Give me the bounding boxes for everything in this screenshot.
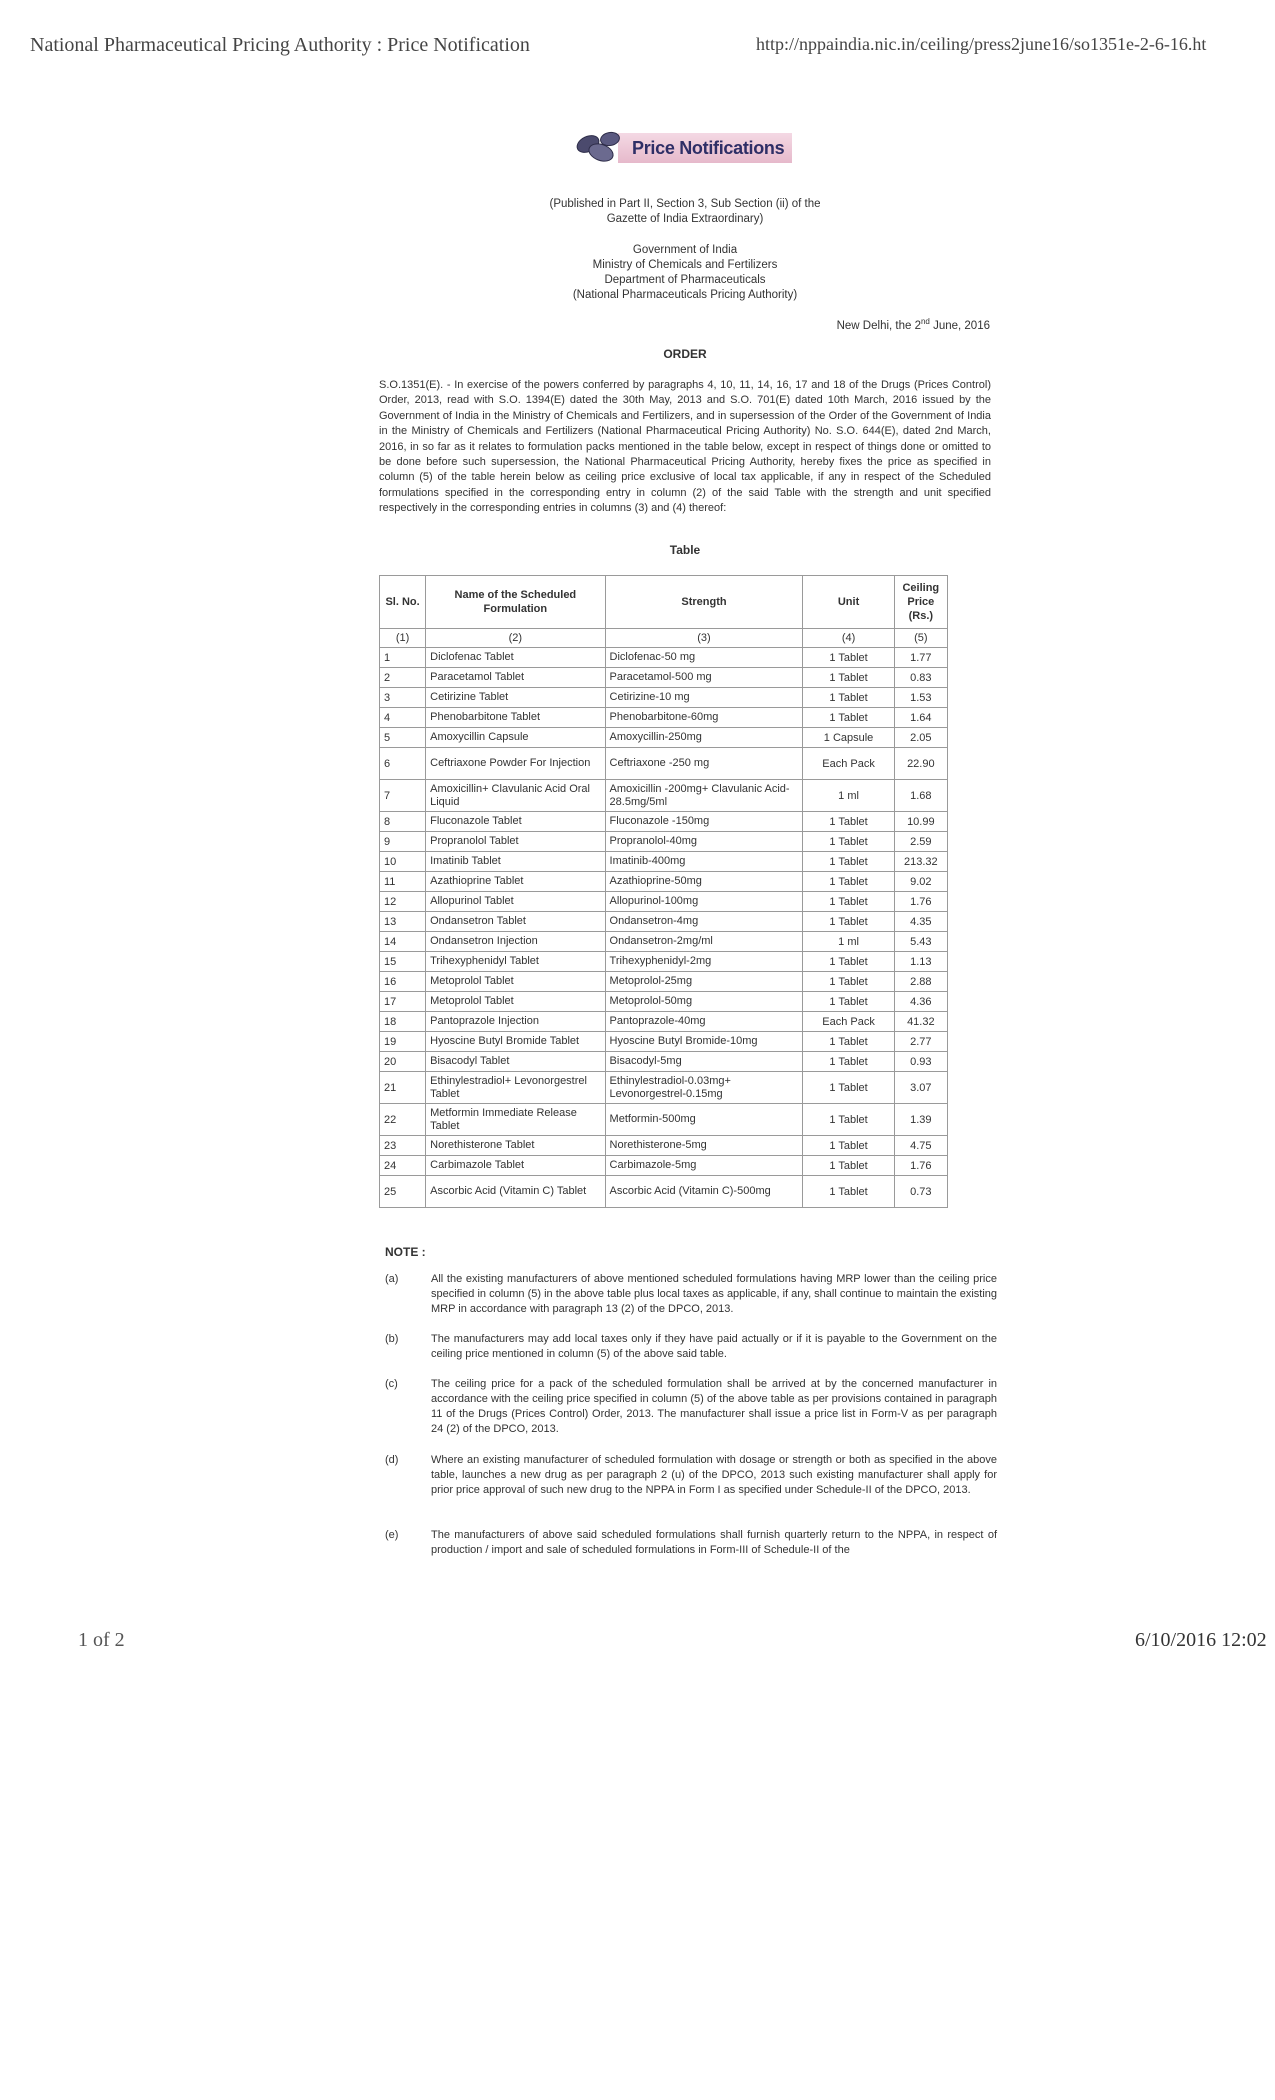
- cell-formulation-name: Amoxycillin Capsule: [426, 728, 605, 748]
- cell-unit: 1 Tablet: [803, 668, 894, 688]
- cell-strength: Metformin-500mg: [605, 1104, 803, 1136]
- cell-strength: Paracetamol-500 mg: [605, 668, 803, 688]
- cell-strength: Ceftriaxone -250 mg: [605, 748, 803, 780]
- cell-unit: 1 Tablet: [803, 992, 894, 1012]
- cell-strength: Amoxicillin -200mg+ Clavulanic Acid-28.5mg/5ml: [605, 780, 803, 812]
- publication-line-1: (Published in Part II, Section 3, Sub Section (ii) of the: [549, 198, 821, 210]
- cell-sl-no: 2: [380, 668, 426, 688]
- cell-sl-no: 19: [380, 1032, 426, 1052]
- cell-sl-no: 18: [380, 1012, 426, 1032]
- table-row: [380, 1156, 948, 1176]
- column-number: (5): [894, 629, 947, 648]
- cell-formulation-name: Azathioprine Tablet: [426, 872, 605, 892]
- note-title: NOTE :: [385, 1245, 426, 1259]
- cell-sl-no: 24: [380, 1156, 426, 1176]
- header-ceiling-price: Ceiling Price (Rs.): [894, 576, 947, 629]
- note-label: (b): [385, 1333, 399, 1345]
- table-row: [380, 1072, 948, 1104]
- table-row: [380, 728, 948, 748]
- cell-formulation-name: Ascorbic Acid (Vitamin C) Tablet: [426, 1176, 605, 1208]
- cell-sl-no: 9: [380, 832, 426, 852]
- cell-ceiling-price: 1.76: [894, 892, 947, 912]
- government-line-4: (National Pharmaceuticals Pricing Authority): [572, 289, 798, 301]
- cell-sl-no: 20: [380, 1052, 426, 1072]
- cell-sl-no: 4: [380, 708, 426, 728]
- cell-formulation-name: Paracetamol Tablet: [426, 668, 605, 688]
- cell-sl-no: 15: [380, 952, 426, 972]
- cell-ceiling-price: 4.35: [894, 912, 947, 932]
- cell-unit: 1 Tablet: [803, 872, 894, 892]
- cell-sl-no: 21: [380, 1072, 426, 1104]
- table-row: [380, 932, 948, 952]
- cell-ceiling-price: 9.02: [894, 872, 947, 892]
- cell-strength: Ascorbic Acid (Vitamin C)-500mg: [605, 1176, 803, 1208]
- table-row: [380, 1052, 948, 1072]
- cell-unit: 1 Tablet: [803, 892, 894, 912]
- note-label: (d): [385, 1454, 399, 1466]
- note-item-e: [385, 1528, 997, 1558]
- cell-ceiling-price: 2.05: [894, 728, 947, 748]
- cell-ceiling-price: 0.73: [894, 1176, 947, 1208]
- table-row: [380, 872, 948, 892]
- cell-strength: Cetirizine-10 mg: [605, 688, 803, 708]
- cell-ceiling-price: 1.13: [894, 952, 947, 972]
- cell-strength: Pantoprazole-40mg: [605, 1012, 803, 1032]
- cell-formulation-name: Metformin Immediate Release Tablet: [426, 1104, 605, 1136]
- note-text: Where an existing manufacturer of scheduled formulation with dosage or strength or both as specified in the above table, launches a new drug as per paragraph 2 (u) of the DPCO, 2013 such existing manufacturer shall apply for prior price approval of such new drug to the NPPA in Form I as specified under Schedule-II of the DPCO, 2013.: [431, 1454, 997, 1496]
- cell-unit: 1 Tablet: [803, 812, 894, 832]
- cell-unit: 1 Tablet: [803, 648, 894, 668]
- cell-strength: Amoxycillin-250mg: [605, 728, 803, 748]
- cell-formulation-name: Ondansetron Tablet: [426, 912, 605, 932]
- cell-formulation-name: Pantoprazole Injection: [426, 1012, 605, 1032]
- cell-strength: Norethisterone-5mg: [605, 1136, 803, 1156]
- table-row: [380, 668, 948, 688]
- cell-strength: Phenobarbitone-60mg: [605, 708, 803, 728]
- table-row: [380, 952, 948, 972]
- header-strength: Strength: [605, 576, 803, 629]
- cell-strength: Ondansetron-2mg/ml: [605, 932, 803, 952]
- cell-strength: Metoprolol-25mg: [605, 972, 803, 992]
- cell-sl-no: 23: [380, 1136, 426, 1156]
- cell-formulation-name: Ceftriaxone Powder For Injection: [426, 748, 605, 780]
- cell-sl-no: 10: [380, 852, 426, 872]
- table-row: [380, 1136, 948, 1156]
- cell-unit: 1 ml: [803, 932, 894, 952]
- table-row: [380, 892, 948, 912]
- date-superscript: nd: [920, 317, 930, 326]
- cell-ceiling-price: 0.93: [894, 1052, 947, 1072]
- government-line-2: Ministry of Chemicals and Fertilizers: [592, 259, 778, 271]
- print-footer-datetime: 6/10/2016 12:02: [1135, 1629, 1267, 1651]
- cell-ceiling-price: 41.32: [894, 1012, 947, 1032]
- cell-unit: 1 Tablet: [803, 952, 894, 972]
- cell-ceiling-price: 5.43: [894, 932, 947, 952]
- column-number: (4): [803, 629, 894, 648]
- cell-ceiling-price: 10.99: [894, 812, 947, 832]
- cell-strength: Ethinylestradiol-0.03mg+ Levonorgestrel-0.15mg: [605, 1072, 803, 1104]
- cell-unit: 1 Tablet: [803, 912, 894, 932]
- note-label: (c): [385, 1378, 398, 1390]
- cell-strength: Hyoscine Butyl Bromide-10mg: [605, 1032, 803, 1052]
- cell-ceiling-price: 3.07: [894, 1072, 947, 1104]
- table-row: [380, 972, 948, 992]
- date-line: [780, 317, 990, 332]
- cell-sl-no: 8: [380, 812, 426, 832]
- cell-ceiling-price: 1.68: [894, 780, 947, 812]
- table-row: [380, 688, 948, 708]
- table-caption: Table: [669, 543, 701, 557]
- cell-ceiling-price: 22.90: [894, 748, 947, 780]
- cell-ceiling-price: 2.59: [894, 832, 947, 852]
- cell-ceiling-price: 1.77: [894, 648, 947, 668]
- table-row: [380, 1176, 948, 1208]
- table-row: [380, 992, 948, 1012]
- cell-formulation-name: Norethisterone Tablet: [426, 1136, 605, 1156]
- table-row: [380, 708, 948, 728]
- cell-unit: 1 Tablet: [803, 972, 894, 992]
- cell-formulation-name: Fluconazole Tablet: [426, 812, 605, 832]
- header-sl-no: Sl. No.: [380, 576, 426, 629]
- cell-sl-no: 3: [380, 688, 426, 708]
- column-number: (1): [380, 629, 426, 648]
- date-prefix: New Delhi, the 2: [836, 319, 921, 332]
- cell-strength: Bisacodyl-5mg: [605, 1052, 803, 1072]
- cell-ceiling-price: 1.76: [894, 1156, 947, 1176]
- cell-formulation-name: Trihexyphenidyl Tablet: [426, 952, 605, 972]
- cell-unit: 1 Tablet: [803, 1136, 894, 1156]
- publication-line-2: Gazette of India Extraordinary): [606, 213, 764, 225]
- note-text: All the existing manufacturers of above mentioned scheduled formulations having MRP lower than the ceiling price specified in column (5) in the above table plus local taxes as applicable, if any, shall continue to maintain the existing MRP in accordance with paragraph 13 (2) of the DPCO, 2013.: [431, 1273, 998, 1315]
- note-label: (e): [385, 1529, 399, 1541]
- cell-strength: Carbimazole-5mg: [605, 1156, 803, 1176]
- cell-unit: 1 Tablet: [803, 1032, 894, 1052]
- column-number: (2): [426, 629, 605, 648]
- table-row: [380, 852, 948, 872]
- header-formulation-name: Name of the Scheduled Formulation: [426, 576, 605, 629]
- cell-strength: Trihexyphenidyl-2mg: [605, 952, 803, 972]
- cell-ceiling-price: 4.36: [894, 992, 947, 1012]
- price-notifications-banner: [574, 126, 792, 170]
- cell-sl-no: 6: [380, 748, 426, 780]
- column-number: (3): [605, 629, 803, 648]
- cell-unit: 1 Tablet: [803, 1156, 894, 1176]
- header-unit: Unit: [803, 576, 894, 629]
- cell-formulation-name: Diclofenac Tablet: [426, 648, 605, 668]
- cell-unit: Each Pack: [803, 1012, 894, 1032]
- cell-formulation-name: Ethinylestradiol+ Levonorgestrel Tablet: [426, 1072, 605, 1104]
- cell-sl-no: 11: [380, 872, 426, 892]
- government-block: [470, 243, 900, 303]
- cell-unit: 1 Tablet: [803, 708, 894, 728]
- cell-formulation-name: Ondansetron Injection: [426, 932, 605, 952]
- cell-strength: Allopurinol-100mg: [605, 892, 803, 912]
- order-title: ORDER: [663, 347, 707, 361]
- cell-formulation-name: Hyoscine Butyl Bromide Tablet: [426, 1032, 605, 1052]
- order-paragraph: S.O.1351(E). - In exercise of the powers conferred by paragraphs 4, 10, 11, 14, 16, 17 and 18 of the Drugs (Prices Control) Order, 2013, read with S.O. 1394(E) dated the 30th May, 2013 and S.O. 701(E) dated 10th March, 2016 issued by the Government of India in the Ministry of Chemicals and Fertilizers, and in supersession of the Order of the Government of India in the Ministry of Chemicals and Fertilizers (National Pharmaceutical Pricing Authority) No. S.O. 644(E), dated 2nd March, 2016, in so far as it relates to formulation packs mentioned in the table below, except in respect of things done or omitted to be done before such supersession, the National Pharmaceutical Pricing Authority, hereby fixes the price as specified in column (5) of the table herein below as ceiling price exclusive of local tax applicable, if any in respect of the Scheduled formulations specified in the corresponding entry in column (2) of the said Table with the strength and unit specified respectively in the corresponding entries in columns (3) and (4) thereof:: [379, 379, 991, 515]
- table-row: [380, 1012, 948, 1032]
- table-row: [380, 748, 948, 780]
- note-item-d: [385, 1453, 997, 1498]
- cell-unit: Each Pack: [803, 748, 894, 780]
- cell-ceiling-price: 1.64: [894, 708, 947, 728]
- cell-sl-no: 1: [380, 648, 426, 668]
- note-label: (a): [385, 1273, 399, 1285]
- column-number-row: [380, 629, 948, 648]
- note-text: The manufacturers may add local taxes only if they have paid actually or if it is payable to the Government on the ceiling price mentioned in column (5) of the above said table.: [431, 1333, 997, 1360]
- cell-sl-no: 17: [380, 992, 426, 1012]
- cell-ceiling-price: 2.88: [894, 972, 947, 992]
- cell-formulation-name: Carbimazole Tablet: [426, 1156, 605, 1176]
- table-row: [380, 648, 948, 668]
- government-line-3: Department of Pharmaceuticals: [604, 274, 766, 286]
- cell-unit: 1 Tablet: [803, 1176, 894, 1208]
- cell-formulation-name: Bisacodyl Tablet: [426, 1052, 605, 1072]
- publication-note: [470, 197, 900, 227]
- table-header-row: [380, 576, 948, 629]
- cell-ceiling-price: 1.53: [894, 688, 947, 708]
- cell-unit: 1 ml: [803, 780, 894, 812]
- cell-unit: 1 Tablet: [803, 688, 894, 708]
- table-row: [380, 812, 948, 832]
- cell-strength: Diclofenac-50 mg: [605, 648, 803, 668]
- cell-formulation-name: Phenobarbitone Tablet: [426, 708, 605, 728]
- cell-unit: 1 Capsule: [803, 728, 894, 748]
- cell-strength: Propranolol-40mg: [605, 832, 803, 852]
- cell-formulation-name: Metoprolol Tablet: [426, 992, 605, 1012]
- table-row: [380, 912, 948, 932]
- table-row: [380, 1104, 948, 1136]
- print-footer-page: 1 of 2: [78, 1629, 125, 1651]
- table-row: [380, 832, 948, 852]
- table-row: [380, 780, 948, 812]
- cell-sl-no: 5: [380, 728, 426, 748]
- date-suffix: June, 2016: [929, 319, 990, 332]
- cell-sl-no: 16: [380, 972, 426, 992]
- cell-formulation-name: Metoprolol Tablet: [426, 972, 605, 992]
- cell-strength: Azathioprine-50mg: [605, 872, 803, 892]
- cell-ceiling-price: 4.75: [894, 1136, 947, 1156]
- banner-title: Price Notifications: [618, 133, 792, 163]
- cell-strength: Fluconazole -150mg: [605, 812, 803, 832]
- cell-ceiling-price: 213.32: [894, 852, 947, 872]
- cell-formulation-name: Imatinib Tablet: [426, 852, 605, 872]
- cell-strength: Imatinib-400mg: [605, 852, 803, 872]
- cell-formulation-name: Propranolol Tablet: [426, 832, 605, 852]
- cell-sl-no: 13: [380, 912, 426, 932]
- cell-sl-no: 12: [380, 892, 426, 912]
- cell-sl-no: 14: [380, 932, 426, 952]
- table-row: [380, 1032, 948, 1052]
- cell-unit: 1 Tablet: [803, 852, 894, 872]
- cell-unit: 1 Tablet: [803, 832, 894, 852]
- cell-ceiling-price: 2.77: [894, 1032, 947, 1052]
- cell-unit: 1 Tablet: [803, 1072, 894, 1104]
- ceiling-price-table: [379, 575, 948, 1208]
- cell-sl-no: 7: [380, 780, 426, 812]
- cell-ceiling-price: 1.39: [894, 1104, 947, 1136]
- pills-icon: [574, 128, 626, 168]
- cell-unit: 1 Tablet: [803, 1104, 894, 1136]
- cell-ceiling-price: 0.83: [894, 668, 947, 688]
- cell-formulation-name: Cetirizine Tablet: [426, 688, 605, 708]
- note-text: The manufacturers of above said scheduled formulations shall furnish quarterly return to the NPPA, in respect of production / import and sale of scheduled formulations in Form-III of Schedule-II of the: [431, 1529, 997, 1556]
- note-item-b: [385, 1332, 997, 1362]
- cell-formulation-name: Amoxicillin+ Clavulanic Acid Oral Liquid: [426, 780, 605, 812]
- cell-sl-no: 25: [380, 1176, 426, 1208]
- note-text: The ceiling price for a pack of the scheduled formulation shall be arrived at by the concerned manufacturer in accordance with the ceiling price specified in column (5) of the above table as per provisions contained in paragraph 11 of the Drugs (Prices Control) Order, 2013. The manufacturer shall issue a price list in Form-V as per paragraph 24 (2) of the DPCO, 2013.: [431, 1378, 997, 1435]
- cell-formulation-name: Allopurinol Tablet: [426, 892, 605, 912]
- cell-strength: Metoprolol-50mg: [605, 992, 803, 1012]
- print-header-title: National Pharmaceutical Pricing Authority : Price Notification: [30, 34, 530, 56]
- cell-unit: 1 Tablet: [803, 1052, 894, 1072]
- print-header-url[interactable]: http://nppaindia.nic.in/ceiling/press2june16/so1351e-2-6-16.ht: [756, 34, 1207, 54]
- note-item-a: [385, 1272, 997, 1317]
- cell-sl-no: 22: [380, 1104, 426, 1136]
- government-line-1: Government of India: [632, 244, 738, 256]
- note-item-c: [385, 1377, 997, 1437]
- cell-strength: Ondansetron-4mg: [605, 912, 803, 932]
